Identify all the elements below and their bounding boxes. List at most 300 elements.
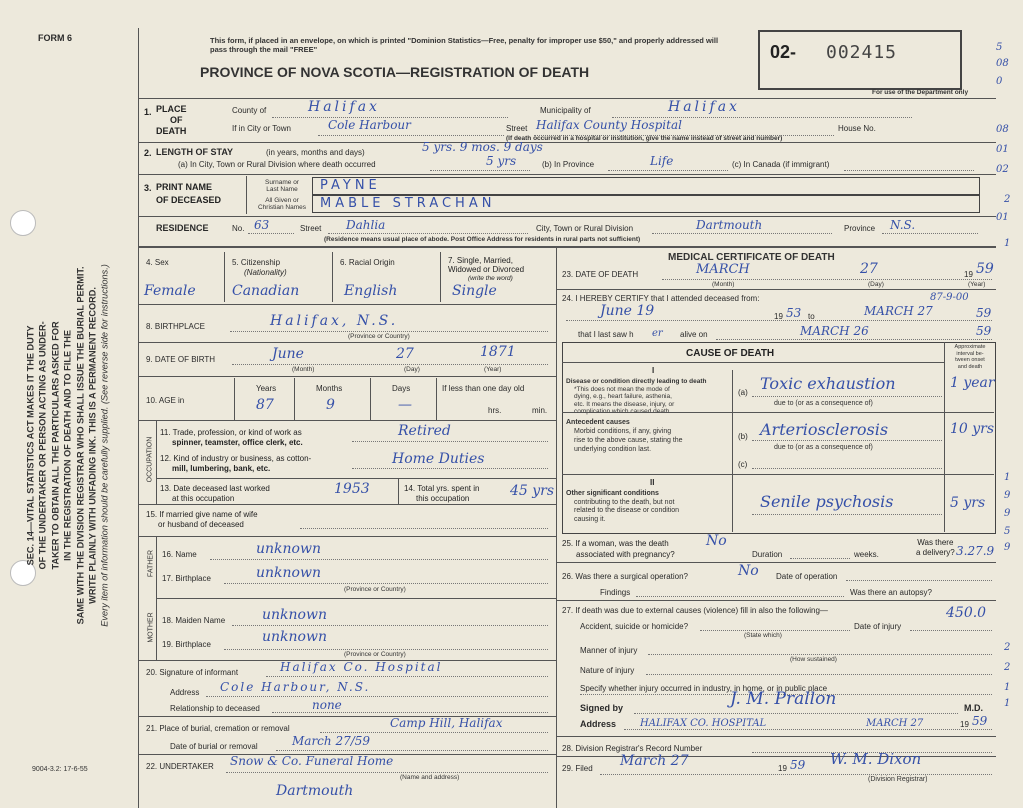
medical-title: MEDICAL CERTIFICATE OF DEATH (668, 252, 835, 263)
direct-label-4: etc. It means the disease, injury, or (574, 400, 675, 408)
name-label-1: PRINT NAME (156, 182, 212, 192)
other-label-3: related to the disease or condition (574, 507, 680, 514)
filed-value: March 27 (620, 753, 689, 769)
age-col-4 (436, 378, 437, 420)
dob-label: 9. DATE OF BIRTH (146, 355, 216, 364)
age-col-1 (234, 378, 235, 420)
cause-c-interval: 5 yrs (950, 495, 986, 511)
residence-city-line (652, 233, 832, 234)
alive-year: 59 (976, 324, 992, 338)
findings-line (636, 596, 844, 597)
given-label-2: Christian Names (257, 204, 307, 211)
signed-label: Signed by (580, 703, 624, 713)
direct-label-3: dying, e.g., heart failure, asthenia, (574, 393, 672, 400)
under-day-label: If less than one day old (442, 384, 525, 393)
surgery-value: No (738, 563, 759, 579)
cause-roman-2: II (650, 478, 655, 487)
cause-b-label: (b) (738, 432, 748, 441)
business-value: Home Duties (392, 451, 485, 467)
total-years-divider (398, 478, 399, 504)
dod-day: 27 (860, 261, 878, 277)
given-label-1: All Given or (265, 197, 299, 204)
business-label-2: mill, lumbering, bank, etc. (172, 464, 271, 473)
nature-line (646, 674, 992, 675)
column-divider (556, 246, 557, 808)
injury-date-label: Date of injury (854, 622, 902, 631)
surname-field (312, 177, 980, 195)
rule-top (138, 98, 996, 99)
stay-label: LENGTH OF STAY (156, 147, 234, 157)
rule-2 (138, 174, 996, 175)
citizenship-label: 5. Citizenship (232, 258, 281, 267)
address-line (624, 729, 992, 730)
marital-label (448, 256, 524, 283)
margin-code: 01 (996, 144, 1009, 155)
cause-label-divider (732, 370, 733, 532)
side-line-7: Every item of information should be carefully supplied. (See reverse side for instructions.) (100, 264, 111, 627)
mother-bp-sub: (Province or Country) (344, 651, 406, 658)
last-saw-suffix: er (652, 328, 663, 339)
other-line (752, 514, 942, 515)
right-code: 9 (1004, 542, 1011, 553)
last-worked-label-1: 13. Date deceased last worked (160, 484, 270, 493)
address-year: 59 (972, 714, 988, 728)
cause-b-line (752, 440, 942, 441)
filed-year-pre: 19 (778, 764, 787, 773)
side-line-2: OF THE UNDERTAKER OR PERSON ACTING AS UNDER- (37, 321, 48, 570)
citizenship-value: Canadian (232, 283, 300, 299)
residence-street-label: Street (300, 224, 322, 233)
side-line-6: WRITE PLAINLY WITH UNFADING INK. THIS IS A PERMANENT RECORD. (87, 287, 98, 604)
origin-label: 6. Racial Origin (340, 258, 395, 267)
undertaker-city: Dartmouth (276, 783, 354, 799)
accident-line (700, 630, 850, 631)
municipality-label: Municipality of (540, 106, 591, 115)
cause-b-value: Arteriosclerosis (760, 420, 889, 439)
trade-value: Retired (398, 423, 451, 439)
nature-label: Nature of injury (580, 666, 635, 675)
direct-label-1: Disease or condition directly leading to death (566, 378, 707, 385)
age-months: 9 (326, 397, 335, 413)
maiden-value: unknown (262, 607, 327, 623)
duration-label: Duration (752, 550, 783, 559)
autopsy-label: Was there an autopsy? (850, 588, 932, 597)
dob-month: June (272, 346, 304, 362)
side-line-1: SEC. 14—VITAL STATISTICS ACT MAKES IT THE DUTY (25, 325, 36, 566)
business-label (160, 454, 311, 474)
informant-addr-line (206, 696, 548, 697)
burial-date: March 27/59 (292, 734, 371, 748)
delivery-label (916, 538, 955, 558)
right-code: 1 (1004, 682, 1011, 693)
print-code: 9004-3.2: 17-6-55 (32, 766, 88, 773)
informant-rel-label: Relationship to deceased (170, 704, 260, 713)
other-label-1: Other significant conditions (566, 490, 659, 497)
age-days-label: Days (392, 384, 411, 393)
father-bp-sub: (Province or Country) (344, 586, 406, 593)
county-label: County of (232, 106, 267, 115)
dod-line (662, 279, 992, 280)
informant-sig-label: 20. Signature of informant (146, 668, 239, 677)
direct-label (566, 378, 707, 416)
maiden-label: 18. Maiden Name (162, 616, 226, 625)
surgery-label: 26. Was there a surgical operation? (562, 572, 688, 581)
residence-city-label: City, Town or Rural Division (536, 224, 634, 233)
age-months-label: Months (316, 384, 343, 393)
undertaker-value: Snow & Co. Funeral Home (230, 754, 394, 768)
dod-year-sub: (Year) (968, 281, 986, 288)
total-years-label (404, 484, 479, 504)
certify-from-year: 53 (786, 306, 802, 320)
rule-birthplace (138, 342, 556, 343)
rule-occupation (138, 504, 556, 505)
other-label-2: contributing to the death, but not (574, 498, 675, 506)
surname-value: PAYNE (320, 178, 381, 193)
address-label: Address (580, 719, 617, 729)
address-year-pre: 19 (960, 720, 969, 729)
city-line (318, 135, 504, 136)
burial-place-line (320, 732, 548, 733)
place-label-3: DEATH (156, 126, 187, 136)
right-code: 2 (1004, 662, 1011, 673)
total-years-value: 45 yrs (510, 483, 555, 499)
name-divider (246, 176, 247, 214)
trade-label-1: 11. Trade, profession, or kind of work as (160, 428, 302, 437)
total-years-label-1: 14. Total yrs. spent in (404, 484, 480, 493)
filed-label: 29. Filed (562, 764, 593, 773)
cause-b-due: due to (or as a consequence of) (774, 444, 873, 451)
margin-code: 2 (1004, 194, 1011, 205)
other-label (566, 490, 679, 524)
cause-b-interval: 10 yrs (950, 421, 995, 437)
last-worked-label (160, 484, 270, 504)
last-worked-label-2: at this occupation (172, 494, 235, 503)
margin-code: 0 (996, 76, 1003, 87)
certify-label: 24. I HEREBY CERTIFY that I attended deceased from: (562, 294, 760, 303)
ante-label-1: Antecedent causes (566, 419, 630, 426)
informant-sig-line (266, 676, 548, 677)
age-days: — (398, 397, 412, 413)
alive-on-line (716, 339, 992, 340)
residence-no-label: No. (232, 224, 245, 233)
form-number: FORM 6 (38, 33, 73, 43)
sex-value: Female (144, 283, 196, 299)
pregnancy-value: No (706, 533, 727, 549)
accident-label: Accident, suicide or homicide? (580, 622, 689, 631)
cause-c-value: Senile psychosis (760, 492, 894, 511)
registrar-sub: (Division Registrar) (868, 776, 928, 783)
burial-date-label: Date of burial or removal (170, 742, 258, 751)
undertaker-label: 22. UNDERTAKER (146, 762, 214, 771)
father-name-line (210, 559, 548, 560)
marital-value: Single (452, 283, 497, 299)
cause-interval-divider (944, 342, 945, 532)
direct-label-2: *This does not mean the mode of (574, 385, 670, 393)
filed-year: 59 (790, 758, 806, 772)
alive-on-label: alive on (680, 330, 708, 339)
rule-personal (138, 304, 556, 305)
rule-25 (556, 562, 996, 563)
right-code: 5 (1004, 526, 1011, 537)
informant-sig: Halifax Co. Hospital (280, 660, 443, 674)
pregnancy-label-2: associated with pregnancy? (576, 550, 675, 559)
dob-year: 1871 (480, 344, 516, 360)
personal-col-2 (332, 252, 333, 302)
ante-label (566, 418, 683, 454)
form-title: PROVINCE OF NOVA SCOTIA—REGISTRATION OF DEATH (200, 64, 590, 80)
interval-label-1: Approximate (954, 344, 986, 350)
margin-code: 08 (996, 58, 1009, 69)
residence-street: Dahlia (346, 218, 386, 232)
stay-province-line (608, 170, 728, 171)
dob-month-sub: (Month) (292, 366, 315, 373)
certify-from: June 19 (600, 303, 655, 319)
name-label-2: OF DECEASED (156, 195, 222, 205)
filed-line (600, 774, 992, 775)
father-bp-line (224, 583, 548, 584)
house-label: House No. (838, 124, 876, 133)
residence-no-line (248, 233, 294, 234)
rule-4 (138, 246, 996, 248)
personal-col-3 (440, 252, 441, 302)
right-code: 9 (1004, 508, 1011, 519)
other-label-4: causing it. (574, 515, 606, 523)
stay-canada-line (844, 170, 974, 171)
side-line-3: TAKER TO OBTAIN ALL THE PARTICULARS ASKED FOR (50, 321, 61, 570)
certify-from-line (566, 320, 992, 321)
ante-label-2: Morbid conditions, if any, giving (574, 428, 672, 435)
total-years-label-2: this occupation (416, 494, 470, 503)
burial-place: Camp Hill, Halifax (390, 716, 503, 730)
last-saw-label: that I last saw h (578, 330, 634, 339)
rule-business (156, 478, 556, 479)
dob-line (232, 364, 548, 365)
duration-line (790, 558, 850, 559)
mother-bp: unknown (262, 629, 327, 645)
informant-rel-line (272, 712, 548, 713)
address-value: HALIFAX CO. HOSPITAL (640, 718, 767, 729)
registrar-signature: W. M. Dixon (830, 750, 922, 768)
delivery-label-2: a delivery? (916, 548, 955, 557)
residence-label: RESIDENCE (156, 223, 209, 233)
stay-city-line (430, 170, 530, 171)
right-code: 1 (1004, 472, 1011, 483)
cause-rule-b (562, 474, 994, 475)
given-value: MABLE STRACHAN (320, 196, 496, 211)
burial-date-line (276, 750, 548, 751)
cause-roman-1: I (652, 366, 655, 375)
mother-side-label: MOTHER (147, 612, 155, 643)
origin-value: English (344, 283, 398, 299)
margin-code: 08 (996, 124, 1009, 135)
interval-label-4: and death (957, 363, 983, 370)
form-left-border (138, 28, 139, 808)
marital-label-2: Widowed or Divorced (448, 265, 525, 274)
interval-label-2: interval be- (956, 350, 984, 357)
undertaker-sub: (Name and address) (400, 774, 460, 781)
dod-year-pre: 19 (964, 270, 973, 279)
margin-code: 02 (996, 164, 1009, 175)
margin-code: 1 (1004, 238, 1011, 249)
name-num: 3. (144, 183, 152, 193)
informant-addr-label: Address (170, 688, 200, 697)
mother-bp-label: 19. Birthplace (162, 640, 211, 649)
right-code: 9 (1004, 490, 1011, 501)
cause-a-label: (a) (738, 388, 748, 397)
where-label: Specify whether injury occurred in industry, in home, or in public place (580, 684, 828, 693)
cause-title: CAUSE OF DEATH (686, 348, 775, 359)
cause-a-value: Toxic exhaustion (760, 374, 896, 393)
address-date: MARCH 27 (866, 718, 924, 729)
interval-label-3: tween onset (955, 357, 985, 363)
certify-from-year-pre: 19 (774, 312, 783, 321)
spouse-label-1: 15. If married give name of wife (146, 510, 258, 519)
father-side-label: FATHER (147, 549, 155, 578)
business-line (352, 468, 548, 469)
rule-1 (138, 142, 996, 143)
certify-to-year: 59 (976, 306, 992, 320)
rule-dob (138, 376, 556, 377)
injury-date-line (910, 630, 992, 631)
citizenship-sub: (Nationality) (244, 268, 287, 277)
given-label (252, 197, 312, 211)
personal-col-1 (224, 252, 225, 302)
cause-rule-a (562, 412, 994, 413)
birthplace-value: Halifax, N.S. (270, 313, 399, 329)
age-label: 10. AGE in (146, 396, 185, 405)
rule-27 (556, 736, 996, 737)
city-value: Cole Harbour (328, 118, 411, 132)
mail-notice: This form, if placed in an envelope, on which is printed "Dominion Statistics—Free, penalty for improper use $50," and properly addressed will pass through the mail "FREE" (210, 36, 719, 54)
occupation-side-label: OCCUPATION (146, 436, 154, 483)
spouse-label-2: or husband of deceased (158, 520, 244, 529)
cause-c-label: (c) (738, 460, 748, 469)
side-line-4: IN THE REGISTRATION OF DEATH AND TO FILE THE (62, 329, 73, 561)
delivery-label-1: Was there (917, 538, 954, 547)
cause-a-due: due to (or as a consequence of) (774, 400, 873, 407)
cause-c-line (752, 468, 942, 469)
undertaker-line (226, 772, 548, 773)
interval-label (948, 344, 992, 370)
birthplace-label: 8. BIRTHPLACE (146, 322, 205, 331)
right-code: 1 (1004, 698, 1011, 709)
signed-md: M.D. (964, 703, 983, 713)
dod-year: 59 (976, 261, 994, 277)
residence-province: N.S. (890, 218, 916, 232)
age-years: 87 (256, 397, 274, 413)
side-line-5: SAME WITH THE DIVISION REGISTRAR WHO SHALL ISSUE THE BURIAL PERMIT. (75, 266, 86, 625)
stay-city-label: (a) In City, Town or Rural Division where death occurred (178, 160, 376, 169)
surname-label (252, 179, 312, 193)
delivery-code: 3.27.9 (956, 544, 995, 558)
pregnancy-label-1: 25. If a woman, was the death (562, 539, 669, 548)
place-label (156, 104, 187, 137)
ante-label-4: underlying condition last. (574, 446, 652, 453)
trade-line (352, 441, 548, 442)
occupation-side-line (156, 420, 157, 504)
residence-province-line (882, 233, 978, 234)
min-label: min. (532, 406, 548, 415)
place-label-2: OF (170, 115, 183, 125)
accident-sub: (State which) (744, 632, 782, 639)
residence-street-line (328, 233, 528, 234)
reg-prefix: 02- (770, 42, 797, 62)
findings-label: Findings (600, 588, 631, 597)
burial-place-label: 21. Place of burial, cremation or removal (146, 724, 290, 733)
place-label-1: PLACE (156, 104, 187, 114)
stay-city-value: 5 yrs (486, 154, 517, 168)
dod-month-sub: (Month) (712, 281, 735, 288)
informant-addr: Cole Harbour, N.S. (220, 680, 371, 694)
surname-label-1: Surname or (265, 179, 299, 186)
signed-value: J. M. Prallon (730, 689, 837, 709)
birthplace-sub: (Province or Country) (348, 333, 410, 340)
rule-spouse (138, 536, 556, 537)
dob-year-sub: (Year) (484, 366, 502, 373)
margin-code: 5 (996, 42, 1003, 53)
city-label: If in City or Town (232, 124, 291, 133)
name-label (156, 181, 221, 207)
father-bp: unknown (256, 565, 321, 581)
surname-label-2: Last Name (266, 186, 298, 193)
maiden-line (232, 625, 548, 626)
age-col-2 (294, 378, 295, 420)
age-col-3 (370, 378, 371, 420)
hrs-label: hrs. (488, 406, 502, 415)
certify-to: MARCH 27 (864, 304, 933, 318)
stay-canada-label: (c) In Canada (if immigrant) (732, 160, 830, 169)
external-code: 450.0 (946, 605, 987, 621)
external-label: 27. If death was due to external causes (violence) fill in also the following— (562, 606, 828, 615)
spouse-label (146, 510, 258, 530)
trade-label-2: spinner, teamster, office clerk, etc. (172, 438, 303, 447)
marital-label-3: (write the word) (468, 275, 513, 282)
father-name: unknown (256, 541, 321, 557)
last-worked-value: 1953 (334, 481, 370, 497)
alive-on: MARCH 26 (800, 324, 869, 338)
county-value: Halifax (308, 99, 380, 115)
residence-province-label: Province (844, 224, 876, 233)
dept-use-label: For use of the Department only (872, 89, 969, 96)
dob-day-sub: (Day) (404, 366, 420, 373)
street-label: Street (506, 124, 528, 133)
hospital-note: (If death occurred in a hospital or institution, give the name instead of street and number) (506, 135, 783, 142)
pregnancy-label (562, 538, 675, 560)
side-instructions (25, 165, 112, 725)
dod-label: 23. DATE OF DEATH (562, 270, 639, 279)
stay-province-label: (b) In Province (542, 160, 595, 169)
residence-city: Dartmouth (696, 218, 763, 232)
ante-label-3: rise to the above cause, stating the (574, 437, 683, 444)
informant-rel: none (312, 698, 342, 712)
dod-day-sub: (Day) (868, 281, 884, 288)
cause-header-rule (562, 362, 944, 363)
birthplace-line (230, 331, 548, 332)
stay-label-rest: (in years, months and days) (266, 148, 365, 157)
right-code: 2 (1004, 642, 1011, 653)
spouse-line (300, 528, 548, 529)
municipality-value: Halifax (668, 99, 740, 115)
direct-label-5: complication which caused death. (574, 408, 672, 415)
street-value: Halifax County Hospital (536, 118, 682, 132)
sex-label: 4. Sex (146, 258, 169, 267)
rule-father (156, 598, 556, 599)
record-label: 28. Division Registrar's Record Number (562, 744, 703, 753)
manner-label: Manner of injury (580, 646, 638, 655)
place-num: 1. (144, 107, 152, 117)
certify-code: 87-9-00 (930, 292, 969, 303)
stay-value: 5 yrs. 9 mos. 9 days (422, 140, 543, 154)
